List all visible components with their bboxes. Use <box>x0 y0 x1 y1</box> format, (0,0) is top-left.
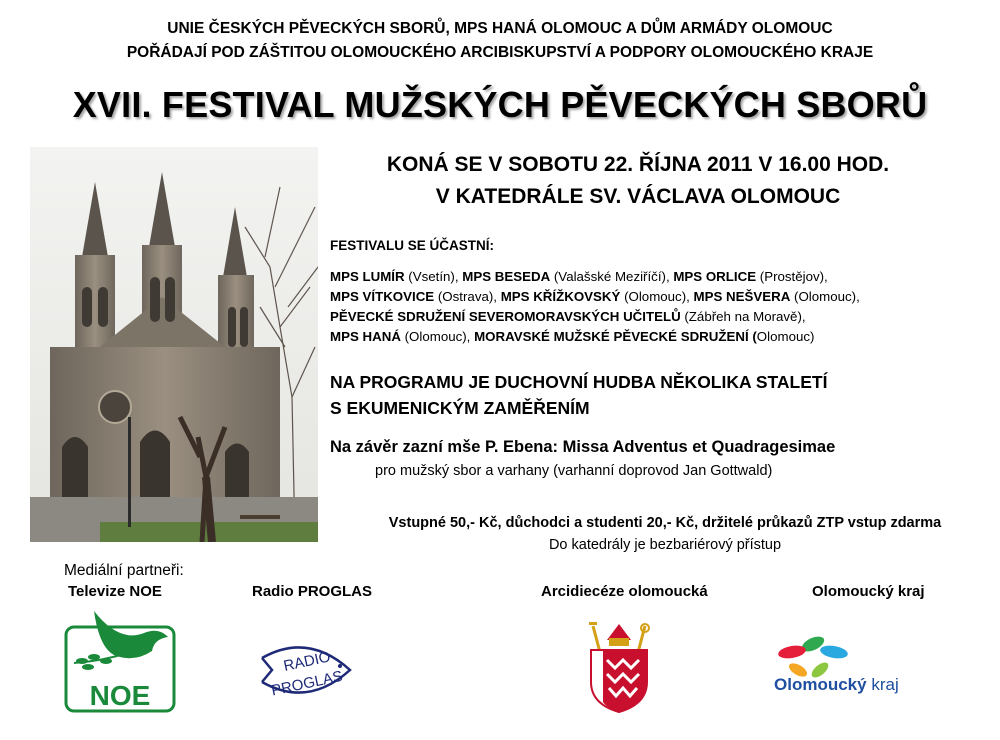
choir-name: PĚVECKÉ SDRUŽENÍ SEVEROMORAVSKÝCH UČITELŮ <box>330 309 681 324</box>
partner-name-proglas: Radio PROGLAS <box>252 583 373 600</box>
partner-name-archdiocese: Arcidiecéze olomoucká <box>541 583 708 600</box>
choir-place: (Valašské Meziříčí), <box>550 269 674 284</box>
finale-details: pro mužský sbor a varhany (varhanní doprovod Jan Gottwald) <box>375 463 773 479</box>
program-line-1: NA PROGRAMU JE DUCHOVNÍ HUDBA NĚKOLIKA STALETÍ <box>330 372 828 392</box>
festival-title: XVII. FESTIVAL MUŽSKÝCH PĚVECKÝCH SBORŮ <box>72 84 928 125</box>
choir-name: MPS ORLICE <box>673 269 757 284</box>
proglas-logo-top-text: RADIO <box>282 648 333 675</box>
proglas-fish-logo-icon[interactable] <box>258 640 358 705</box>
olomouc-region-flower-logo-icon[interactable] <box>768 630 968 700</box>
choir-place: (Ostrava), <box>434 289 501 304</box>
choir-place: (Olomouc), <box>400 329 475 344</box>
archdiocese-coat-of-arms-icon[interactable] <box>583 620 655 720</box>
participants-row <box>330 307 970 327</box>
choir-name: MPS NEŠVERA <box>693 289 791 304</box>
participants-list <box>330 267 970 347</box>
organizers-line-1: UNIE ČESKÝCH PĚVECKÝCH SBORŮ, MPS HANÁ OLOMOUC A DŮM ARMÁDY OLOMOUC <box>167 20 833 37</box>
choir-name: MPS LUMÍR <box>330 269 405 284</box>
region-logo-bold-text: Olomoucký <box>774 675 867 694</box>
choir-name: MPS HANÁ <box>330 329 401 344</box>
choir-name: MPS BESEDA <box>462 269 551 284</box>
cathedral-photo <box>30 147 318 542</box>
event-venue: V KATEDRÁLE SV. VÁCLAVA OLOMOUC <box>435 185 841 208</box>
partner-name-region: Olomoucký kraj <box>812 583 925 600</box>
choir-name: MPS VÍTKOVICE <box>330 289 435 304</box>
admission-fees-text: Vstupné 50,- Kč, důchodci a studenti 20,- Kč, držitelé průkazů ZTP vstup zdarma <box>388 515 942 531</box>
participants-row <box>330 327 970 347</box>
proglas-logo-bottom-text: PROGLAS <box>269 667 345 700</box>
event-date-time: KONÁ SE V SOBOTU 22. ŘÍJNA 2011 V 16.00 HOD. <box>386 153 890 176</box>
organizers-line-2: POŘÁDAJÍ POD ZÁŠTITOU OLOMOUCKÉHO ARCIBISKUPSTVÍ A PODPORY OLOMOUCKÉHO KRAJE <box>126 44 874 61</box>
choir-name: MPS KŘÍŽKOVSKÝ <box>500 289 621 304</box>
noe-logo-text: NOE <box>89 680 151 711</box>
choir-place: (Prostějov), <box>756 269 828 284</box>
choir-place: Olomouc) <box>756 329 815 344</box>
choir-place: (Vsetín), <box>404 269 463 284</box>
media-partners-label: Mediální partneři: <box>64 562 184 579</box>
choir-name: MORAVSKÉ MUŽSKÉ PĚVECKÉ SDRUŽENÍ ( <box>474 329 757 344</box>
accessibility-note: Do katedrály je bezbariérový přístup <box>548 537 782 553</box>
admission-fees <box>330 513 1000 534</box>
region-logo-light-text: kraj <box>871 675 899 694</box>
choir-place: (Olomouc), <box>790 289 860 304</box>
participants-row <box>330 267 970 287</box>
choir-place: (Olomouc), <box>620 289 694 304</box>
svg-text:Olomoucký kraj <box>774 675 899 694</box>
partner-name-noe: Televize NOE <box>68 583 162 600</box>
choir-place: (Zábřeh na Moravě), <box>680 309 806 324</box>
participants-row <box>330 287 970 307</box>
finale-mass: Na závěr zazní mše P. Ebena: Missa Adventus et Quadragesimae <box>330 438 836 456</box>
participants-heading: FESTIVALU SE ÚČASTNÍ: <box>330 238 495 253</box>
program-line-2: S EKUMENICKÝM ZAMĚŘENÍM <box>330 398 590 418</box>
noe-dove-logo-icon[interactable] <box>64 603 176 718</box>
